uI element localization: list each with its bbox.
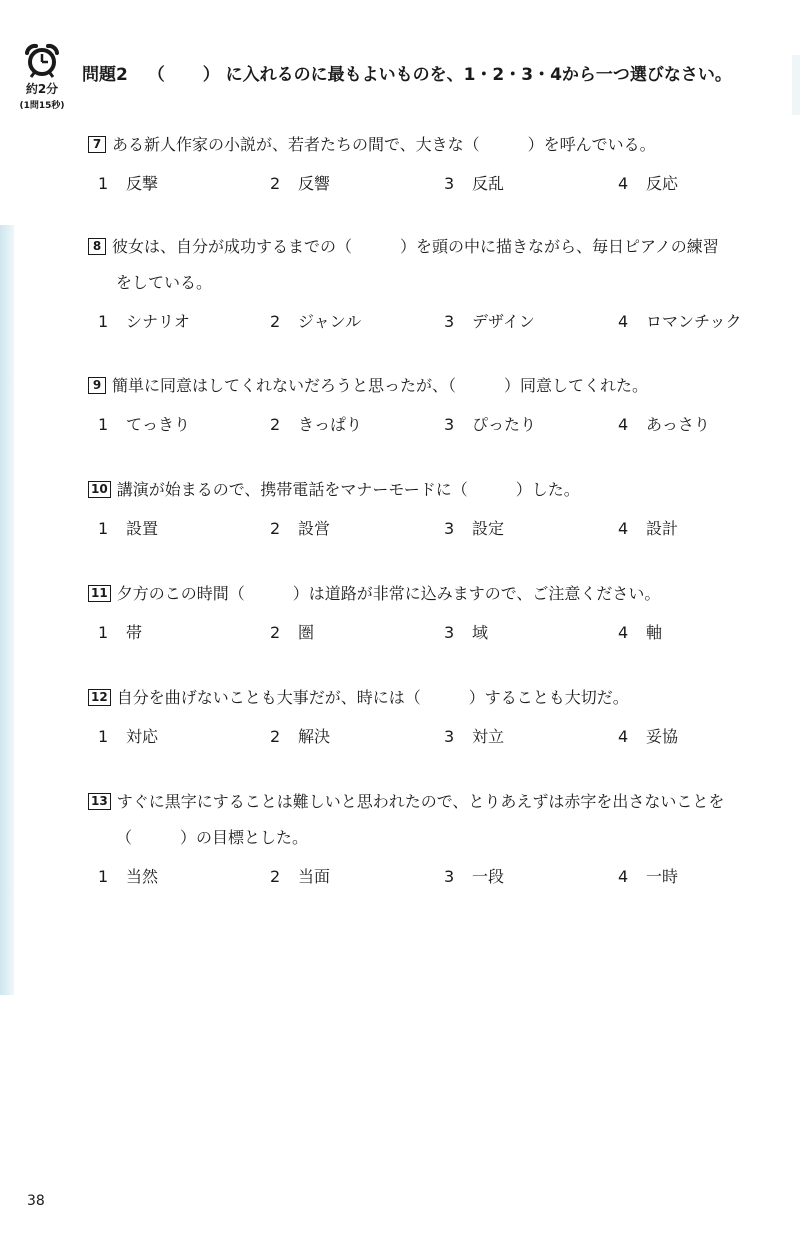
blank-paren-open: （ (147, 65, 165, 85)
choice-number: 4 (618, 623, 629, 642)
section-label: 問題2 (82, 65, 128, 85)
choice-option[interactable] (260, 616, 314, 650)
question-line (88, 368, 768, 404)
question-text: 彼女は、自分が成功するまでの（ ）を頭の中に描きながら、毎日ピアノの練習 (112, 237, 719, 256)
choice-option[interactable] (260, 305, 361, 339)
choice-text: 妥協 (646, 727, 679, 746)
choice-text: 反乱 (472, 174, 505, 193)
question-line (88, 576, 768, 612)
question-9 (88, 368, 768, 442)
question-7 (88, 127, 768, 201)
choice-number: 4 (618, 312, 629, 331)
choice-option[interactable] (434, 305, 535, 339)
choice-number: 2 (270, 623, 281, 642)
answer-choices (88, 720, 768, 754)
choice-number: 3 (444, 312, 455, 331)
answer-choices (88, 860, 768, 894)
time-per-question: (1問15秒) (19, 101, 65, 111)
time-limit: 約2分 (25, 82, 59, 96)
instruction-text: に入れるのに最もよいものを、1・2・3・4から一つ選びなさい。 (225, 65, 732, 85)
question-line (88, 784, 768, 820)
question-12 (88, 680, 768, 754)
choice-number: 2 (270, 312, 281, 331)
choice-option[interactable] (88, 408, 190, 442)
choice-text: シナリオ (126, 312, 190, 331)
choice-option[interactable] (434, 860, 504, 894)
choice-text: 帯 (126, 623, 143, 642)
choice-number: 1 (98, 174, 109, 193)
question-text-continued: をしている。 (116, 273, 213, 292)
choice-text: 一段 (472, 867, 505, 886)
choice-number: 4 (618, 519, 629, 538)
choice-number: 1 (98, 312, 109, 331)
choice-number: 4 (618, 867, 629, 886)
choice-number: 3 (444, 867, 455, 886)
choice-number: 2 (270, 519, 281, 538)
choice-option[interactable] (88, 512, 158, 546)
choice-option[interactable] (260, 167, 330, 201)
question-number: 8 (88, 238, 106, 255)
choice-text: ぴったり (472, 415, 537, 434)
page-edge-shadow (0, 225, 14, 995)
choice-number: 4 (618, 727, 629, 746)
answer-choices (88, 616, 768, 650)
choice-option[interactable] (434, 167, 504, 201)
choice-text: 一時 (646, 867, 679, 886)
choice-number: 1 (98, 623, 109, 642)
choice-text: 圏 (298, 623, 315, 642)
choice-option[interactable] (608, 305, 742, 339)
question-13 (88, 784, 768, 894)
blank-paren-close: ） (202, 65, 220, 85)
choice-text: 反撃 (126, 174, 159, 193)
choice-number: 1 (98, 415, 109, 434)
choice-number: 3 (444, 623, 455, 642)
question-text: 簡単に同意はしてくれないだろうと思ったが、（ ）同意してくれた。 (112, 376, 649, 395)
question-number: 13 (88, 793, 111, 810)
question-line (88, 127, 768, 163)
choice-text: 当然 (126, 867, 159, 886)
choice-number: 1 (98, 867, 109, 886)
question-line (88, 680, 768, 716)
question-number: 12 (88, 689, 111, 706)
choice-number: 4 (618, 174, 629, 193)
answer-choices (88, 167, 768, 201)
choice-number: 3 (444, 519, 455, 538)
choice-number: 3 (444, 174, 455, 193)
choice-text: 反響 (298, 174, 331, 193)
choice-option[interactable] (608, 512, 678, 546)
choice-option[interactable] (608, 720, 678, 754)
choice-option[interactable] (260, 720, 330, 754)
choice-option[interactable] (88, 616, 142, 650)
question-number: 7 (88, 136, 106, 153)
choice-option[interactable] (434, 512, 504, 546)
choice-option[interactable] (260, 860, 330, 894)
choice-text: 当面 (298, 867, 331, 886)
choice-number: 2 (270, 415, 281, 434)
choice-text: てっきり (126, 415, 191, 434)
choice-number: 1 (98, 727, 109, 746)
choice-option[interactable] (434, 408, 536, 442)
answer-choices (88, 408, 768, 442)
choice-text: 設営 (298, 519, 331, 538)
choice-text: ロマンチック (646, 312, 742, 331)
question-text: すぐに黒字にすることは難しいと思われたので、とりあえずは赤字を出さないことを (116, 792, 725, 811)
choice-text: あっさり (646, 415, 710, 434)
answer-choices (88, 305, 768, 339)
choice-text: 解決 (298, 727, 331, 746)
choice-option[interactable] (88, 305, 190, 339)
choice-number: 4 (618, 415, 629, 434)
choice-text: 設定 (472, 519, 505, 538)
question-number: 10 (88, 481, 111, 498)
question-number: 11 (88, 585, 111, 602)
answer-choices (88, 512, 768, 546)
choice-text: きっぱり (298, 415, 363, 434)
choice-text: ジャンル (298, 312, 362, 331)
choice-number: 2 (270, 174, 281, 193)
question-line (88, 229, 768, 265)
page-number: 38 (27, 1193, 45, 1209)
choice-option[interactable] (608, 616, 662, 650)
choice-option[interactable] (608, 860, 678, 894)
question-text: 夕方のこの時間（ ）は道路が非常に込みますので、ご注意ください。 (116, 584, 661, 603)
choice-text: 反応 (646, 174, 679, 193)
time-indicator (14, 42, 70, 111)
choice-number: 2 (270, 867, 281, 886)
choice-number: 1 (98, 519, 109, 538)
question-8 (88, 229, 768, 339)
question-text-continued: （ ）の目標とした。 (116, 828, 309, 847)
question-number: 9 (88, 377, 106, 394)
page-edge-shadow-right (792, 55, 800, 115)
question-text: 講演が始まるので、携帯電話をマナーモードに（ ）した。 (116, 480, 580, 499)
choice-option[interactable] (88, 720, 158, 754)
choice-number: 3 (444, 727, 455, 746)
choice-number: 3 (444, 415, 455, 434)
choice-option[interactable] (608, 408, 710, 442)
choice-number: 2 (270, 727, 281, 746)
question-text: ある新人作家の小説が、若者たちの間で、大きな（ ）を呼んでいる。 (112, 135, 656, 154)
choice-text: 設計 (646, 519, 679, 538)
choice-option[interactable] (434, 616, 488, 650)
choice-text: 設置 (126, 519, 159, 538)
choice-option[interactable] (608, 167, 678, 201)
choice-option[interactable] (434, 720, 504, 754)
section-instruction (82, 60, 732, 85)
choice-option[interactable] (260, 512, 330, 546)
choice-text: デザイン (472, 312, 535, 331)
choice-option[interactable] (88, 860, 158, 894)
choice-text: 軸 (646, 623, 663, 642)
question-text: 自分を曲げないことも大事だが、時には（ ）することも大切だ。 (116, 688, 629, 707)
choice-text: 域 (472, 623, 489, 642)
choice-option[interactable] (260, 408, 362, 442)
alarm-clock-icon (24, 42, 60, 78)
choice-option[interactable] (88, 167, 158, 201)
choice-text: 対応 (126, 727, 159, 746)
question-line (88, 472, 768, 508)
choice-text: 対立 (472, 727, 505, 746)
question-11 (88, 576, 768, 650)
question-10 (88, 472, 768, 546)
